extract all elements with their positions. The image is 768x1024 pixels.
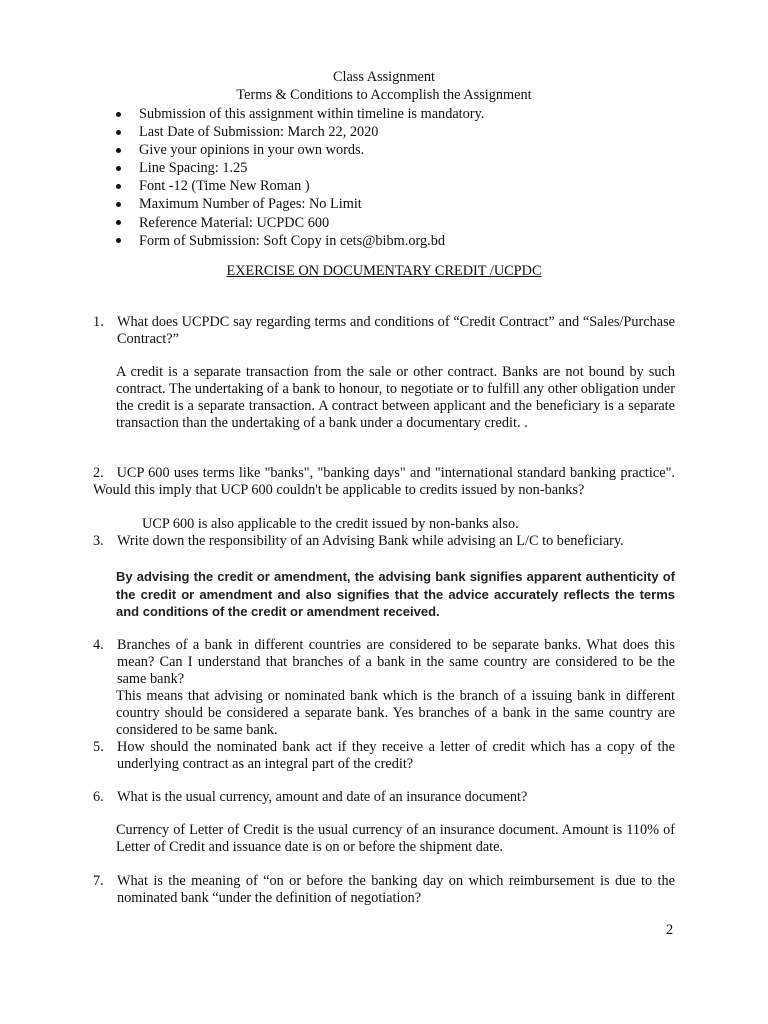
question-5 — [93, 739, 675, 773]
list-item: Reference Material: UCPDC 600 — [115, 214, 484, 232]
page-title: Class Assignment — [332, 69, 436, 85]
question-number: 2. — [93, 465, 104, 481]
question-text: What is the usual currency, amount and date of an insurance document? — [117, 789, 528, 805]
question-text: How should the nominated bank act if they receive a letter of credit which has a copy of the underlying contract as an integral part of the credit? — [117, 739, 675, 772]
question-2 — [93, 465, 675, 499]
question-text: UCP 600 uses terms like "banks", "banking days" and "international standard banking practice". Would this imply that UCP 600 couldn't be applicable to credits issued by non-banks? — [93, 465, 675, 498]
answer-3: By advising the credit or amendment, the advising bank signifies apparent authenticity of the credit or amendment and also signifies that the advice accurately reflects the terms and conditions of the credit or amendment received. — [116, 569, 675, 619]
question-number: 6. — [93, 789, 104, 805]
question-number: 5. — [93, 739, 104, 755]
question-6 — [93, 789, 675, 806]
question-1 — [93, 314, 675, 348]
page-subtitle: Terms & Conditions to Accomplish the Assignment — [236, 87, 532, 103]
exercise-heading: EXERCISE ON DOCUMENTARY CREDIT /UCPDC — [226, 263, 542, 279]
question-number: 4. — [93, 637, 104, 653]
bullet-icon — [116, 238, 121, 243]
list-item: Form of Submission: Soft Copy in cets@bibm.org.bd — [115, 232, 484, 250]
terms-list — [115, 105, 484, 250]
list-item: Give your opinions in your own words. — [115, 141, 484, 159]
bullet-icon — [116, 220, 121, 225]
answer-4: This means that advising or nominated bank which is the branch of a issuing bank in different country should be considered a separate bank. Yes branches of a bank in the same country are considered to be same bank. — [116, 688, 675, 738]
list-item: Maximum Number of Pages: No Limit — [115, 195, 484, 213]
question-text: Branches of a bank in different countries are considered to be separate banks. What does this mean? Can I understand that branches of a bank in the same country are considered to be the same bank? — [117, 637, 675, 687]
answer-2: UCP 600 is also applicable to the credit issued by non-banks also. — [142, 516, 519, 532]
question-4 — [93, 637, 675, 688]
bullet-icon — [116, 112, 121, 117]
list-item: Last Date of Submission: March 22, 2020 — [115, 123, 484, 141]
question-text: Write down the responsibility of an Advising Bank while advising an L/C to beneficiary. — [117, 533, 624, 549]
list-item: Submission of this assignment within timeline is mandatory. — [115, 105, 484, 123]
page-number: 2 — [666, 922, 674, 938]
question-number: 3. — [93, 533, 104, 549]
list-item: Font -12 (Time New Roman ) — [115, 177, 484, 195]
question-number: 1. — [93, 314, 104, 330]
bullet-icon — [116, 202, 121, 207]
bullet-icon — [116, 148, 121, 153]
question-number: 7. — [93, 873, 104, 889]
list-item: Line Spacing: 1.25 — [115, 159, 484, 177]
answer-1: A credit is a separate transaction from the sale or other contract. Banks are not bound by such contract. The undertaking of a bank to honour, to negotiate or to fulfill any other obligation under the credit is a separate transaction. A contract between applicant and the beneficiary is a separate transaction than the undertaking of a bank under a documentary credit. . — [116, 364, 675, 431]
bullet-icon — [116, 166, 121, 171]
answer-6: Currency of Letter of Credit is the usual currency of an insurance document. Amount is 110% of Letter of Credit and issuance date is on or before the shipment date. — [116, 822, 675, 855]
question-text: What does UCPDC say regarding terms and conditions of “Credit Contract” and “Sales/Purchase Contract?” — [117, 314, 675, 347]
bullet-icon — [116, 130, 121, 135]
question-3 — [93, 533, 675, 550]
question-text: What is the meaning of “on or before the banking day on which reimbursement is due to the nominated bank “under the definition of negotiation? — [117, 873, 675, 906]
bullet-icon — [116, 184, 121, 189]
question-7 — [93, 873, 675, 907]
